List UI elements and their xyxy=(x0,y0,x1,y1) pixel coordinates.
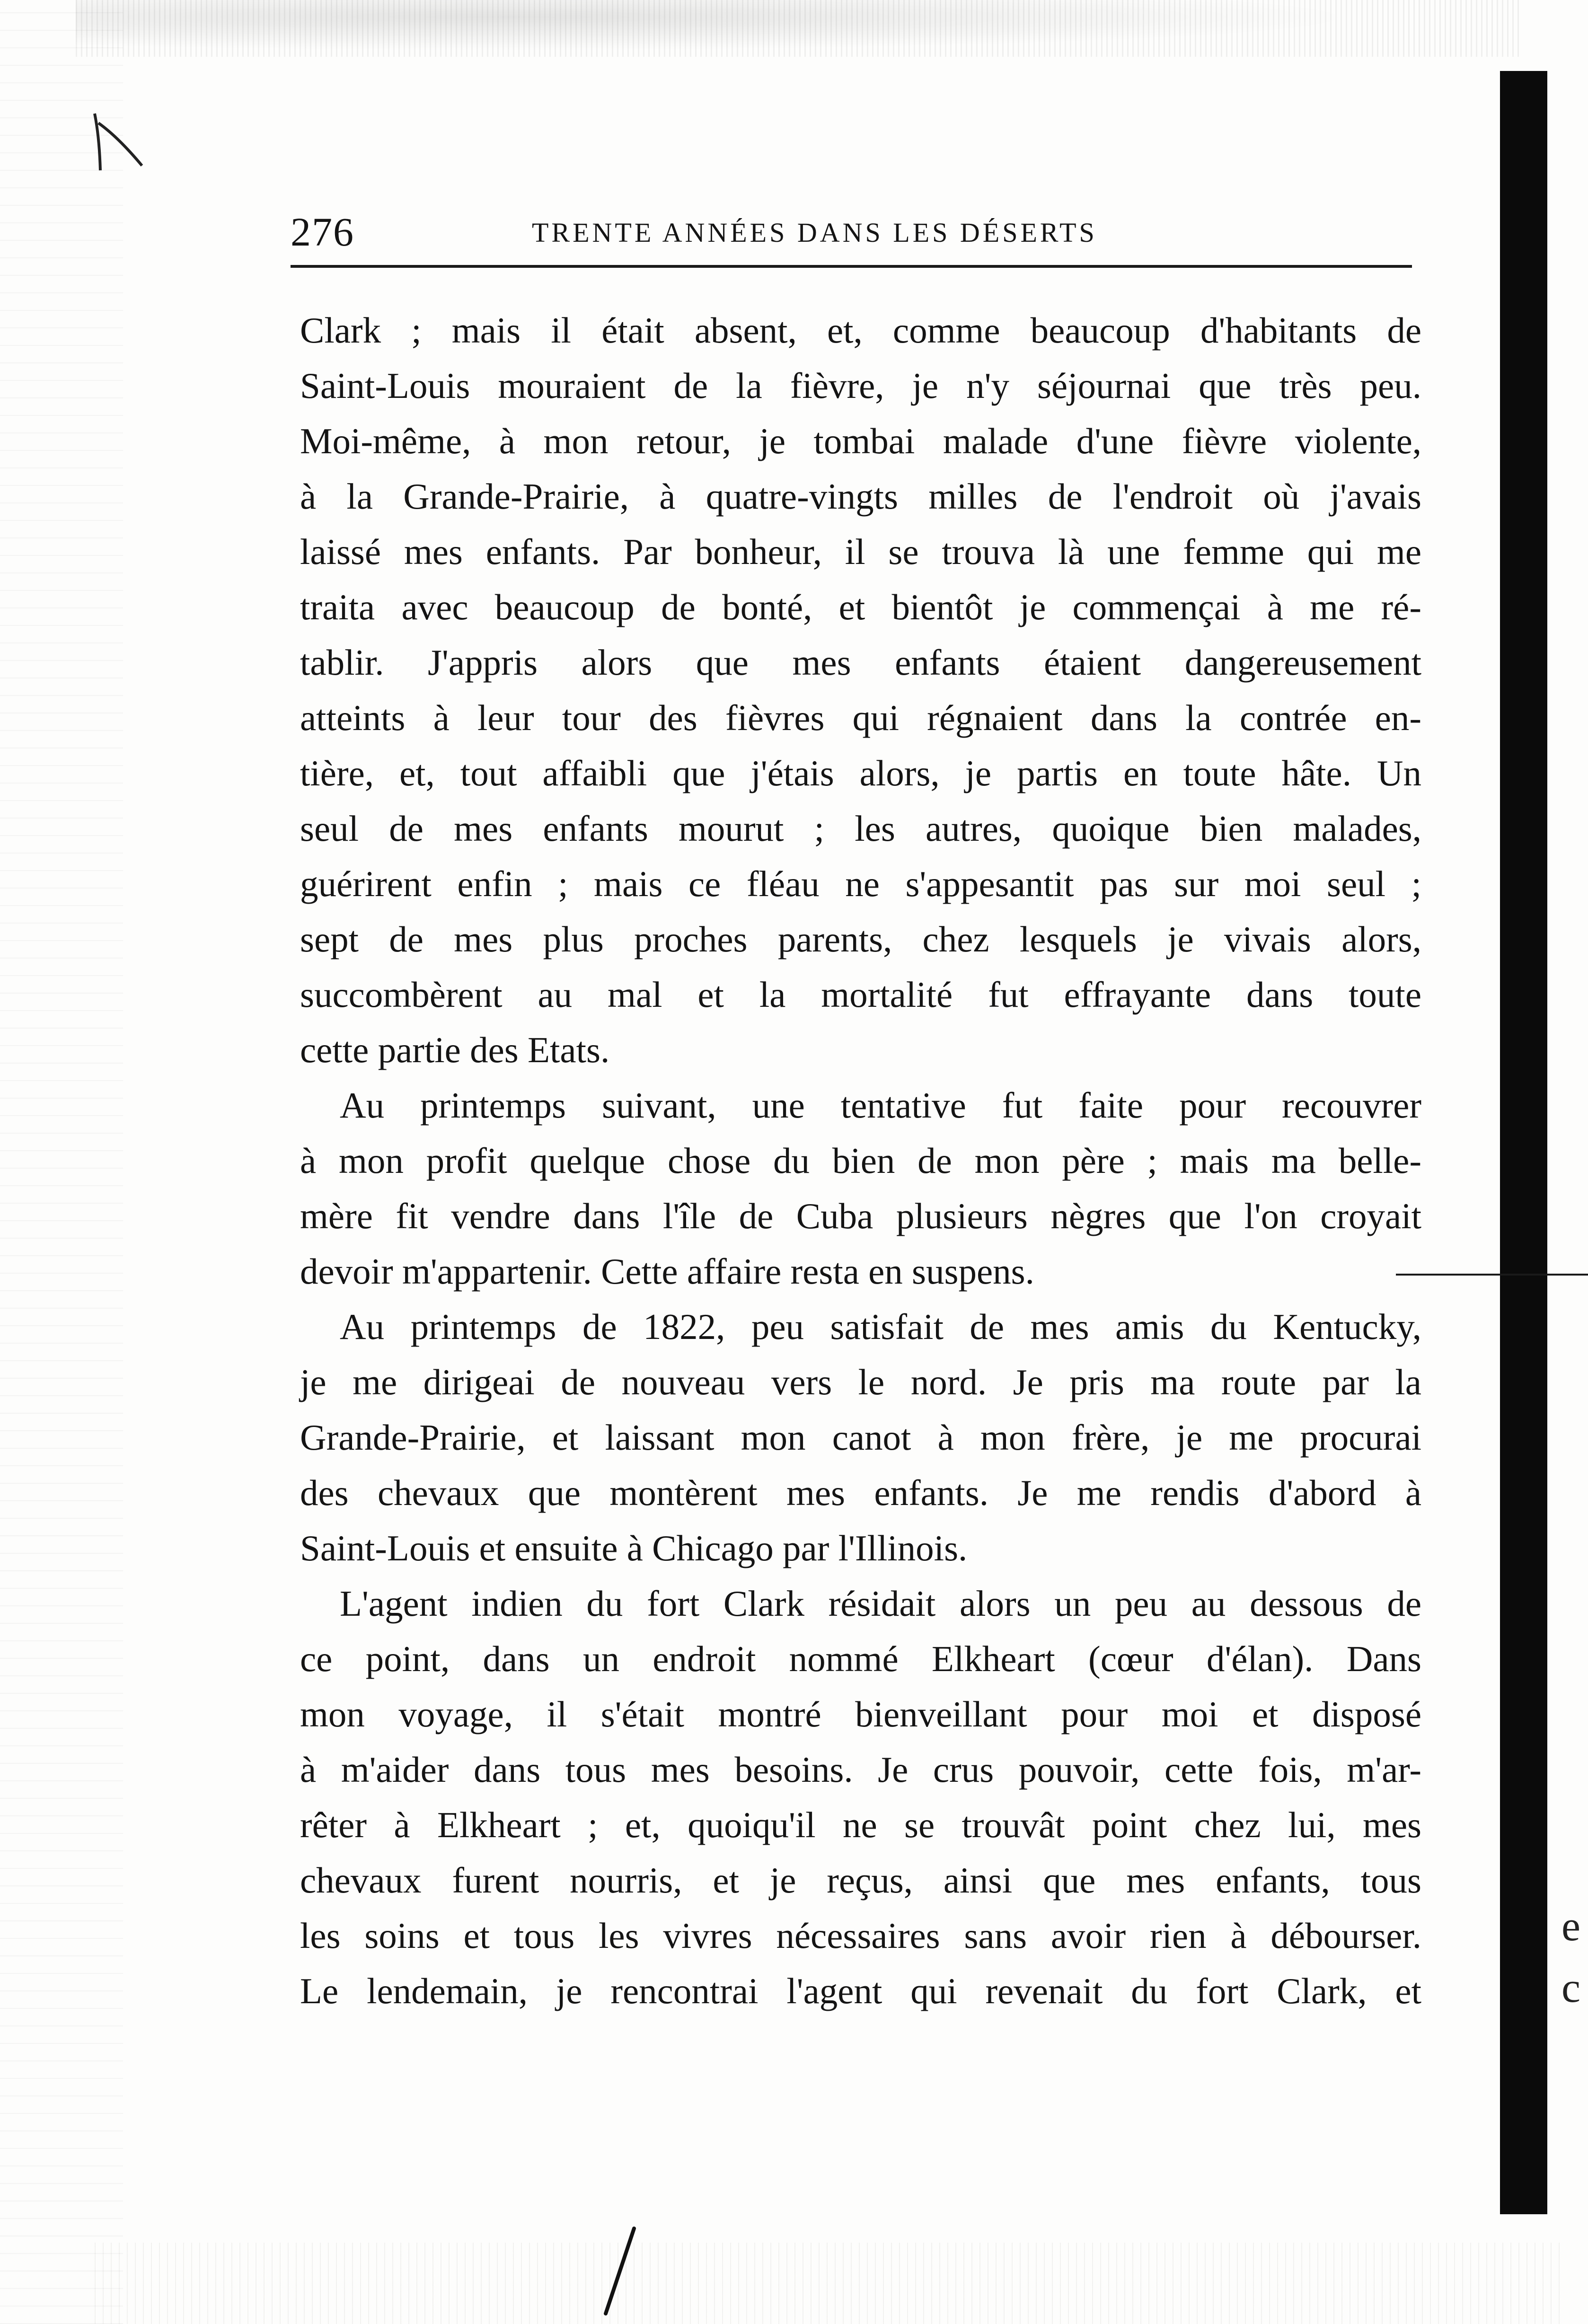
adjacent-page-fragment: c xyxy=(1562,1964,1580,2011)
text-line: tablir. J'appris alors que mes enfants étaient dangereusement xyxy=(300,642,1421,683)
text-line: devoir m'appartenir. Cette affaire resta en suspens. xyxy=(300,1251,1034,1292)
text-line: Moi-même, à mon retour, je tombai malade d'une fièvre violente, xyxy=(300,421,1421,461)
text-line: chevaux furent nourris, et je reçus, ainsi que mes enfants, tous xyxy=(300,1860,1421,1901)
text-line: ce point, dans un endroit nommé Elkheart (cœur d'élan). Dans xyxy=(300,1638,1421,1679)
pencil-stroke-mark xyxy=(591,2224,648,2318)
scan-noise-top xyxy=(76,0,1519,57)
corner-pen-mark xyxy=(90,109,147,175)
text-line: Grande-Prairie, et laissant mon canot à mon frère, je me procurai xyxy=(300,1417,1421,1458)
body-text xyxy=(300,303,1421,2019)
text-line: laissé mes enfants. Par bonheur, il se trouva là une femme qui me xyxy=(300,531,1421,572)
text-line: à m'aider dans tous mes besoins. Je crus pouvoir, cette fois, m'ar- xyxy=(300,1749,1421,1790)
running-title: TRENTE ANNÉES DANS LES DÉSERTS xyxy=(532,217,1097,248)
scan-noise-bottom xyxy=(95,2243,1562,2324)
page-number: 276 xyxy=(291,209,354,255)
text-line: L'agent indien du fort Clark résidait alors un peu au dessous de xyxy=(340,1583,1421,1624)
text-line: mère fit vendre dans l'île de Cuba plusieurs nègres que l'on croyait xyxy=(300,1196,1421,1236)
text-line: tière, et, tout affaibli que j'étais alors, je partis en toute hâte. Un xyxy=(300,753,1421,793)
text-line: mon voyage, il s'était montré bienveillant pour moi et disposé xyxy=(300,1694,1421,1734)
text-line: Saint-Louis mouraient de la fièvre, je n'y séjournai que très peu. xyxy=(300,365,1421,406)
text-line: sept de mes plus proches parents, chez lesquels je vivais alors, xyxy=(300,919,1421,960)
text-line: je me dirigeai de nouveau vers le nord. Je pris ma route par la xyxy=(300,1362,1421,1402)
text-line: guérirent enfin ; mais ce fléau ne s'appesantit pas sur moi seul ; xyxy=(300,863,1421,904)
text-line: cette partie des Etats. xyxy=(300,1030,610,1070)
text-line: des chevaux que montèrent mes enfants. Je me rendis d'abord à xyxy=(300,1472,1421,1513)
text-line: Le lendemain, je rencontrai l'agent qui revenait du fort Clark, et xyxy=(300,1971,1421,2011)
margin-rule-fragment xyxy=(1396,1274,1588,1276)
text-line: à la Grande-Prairie, à quatre-vingts milles de l'endroit où j'avais xyxy=(300,476,1421,517)
header-rule xyxy=(291,265,1412,268)
text-line: Au printemps de 1822, peu satisfait de mes amis du Kentucky, xyxy=(340,1306,1421,1347)
text-line: à mon profit quelque chose du bien de mon père ; mais ma belle- xyxy=(300,1140,1421,1181)
running-header xyxy=(291,208,1426,265)
text-line: traita avec beaucoup de bonté, et bientôt je commençai à me ré- xyxy=(300,587,1421,627)
scan-noise-left xyxy=(0,0,123,2324)
text-line: les soins et tous les vivres nécessaires sans avoir rien à débourser. xyxy=(300,1915,1421,1956)
text-line: Clark ; mais il était absent, et, comme beaucoup d'habitants de xyxy=(300,310,1421,351)
adjacent-page-fragment: e xyxy=(1562,1903,1580,1950)
text-line: succombèrent au mal et la mortalité fut effrayante dans toute xyxy=(300,974,1421,1015)
text-line: atteints à leur tour des fièvres qui régnaient dans la contrée en- xyxy=(300,697,1421,738)
text-line: seul de mes enfants mourut ; les autres, quoique bien malades, xyxy=(300,808,1421,849)
text-line: Saint-Louis et ensuite à Chicago par l'Illinois. xyxy=(300,1528,968,1568)
text-line: rêter à Elkheart ; et, quoiqu'il ne se trouvât point chez lui, mes xyxy=(300,1805,1421,1845)
text-line: Au printemps suivant, une tentative fut faite pour recouvrer xyxy=(340,1085,1421,1126)
binding-shadow xyxy=(1500,71,1547,2214)
